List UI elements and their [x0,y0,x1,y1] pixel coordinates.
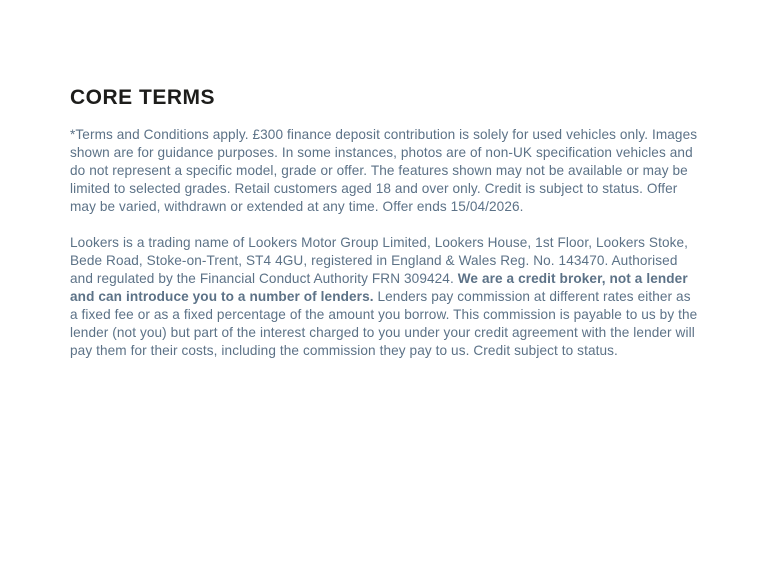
terms-paragraph-conditions [70,126,698,216]
terms-text-run: Lookers is a trading name of Lookers Motor Group Limited, Lookers House, 1st Floor, Lookers Stoke, Bede Road, Stoke-on-Trent, ST4 4GU, registered in England & Wales Reg. No. 143470. Authorised and regulated by the Financial Conduct Authority FRN 309424. [70,235,689,286]
terms-paragraph-lookers-legal [70,234,698,360]
terms-text-run: Lenders pay commission at different rates either as a fixed fee or as a fixed percentage of the amount you borrow. This commission is payable to us by the lender (not you) but part of the interest charged to you under your credit agreement with the lender will pay them for their costs, including the commission they pay to us. Credit subject to status. [70,289,698,358]
terms-text-run: *Terms and Conditions apply. £300 finance deposit contribution is solely for used vehicles only. Images shown are for guidance purposes. In some instances, photos are of non-UK specification vehicles and do not represent a specific model, grade or offer. The features shown may not be available or may be limited to selected grades. Retail customers aged 18 and over only. Credit is subject to status. Offer may be varied, withdrawn or extended at any time. Offer ends 15/04/2026. [70,127,698,214]
credit-broker-bold-statement: We are a credit broker, not a lender and can introduce you to a number of lenders. [70,271,688,304]
section-title: CORE TERMS [70,86,216,109]
